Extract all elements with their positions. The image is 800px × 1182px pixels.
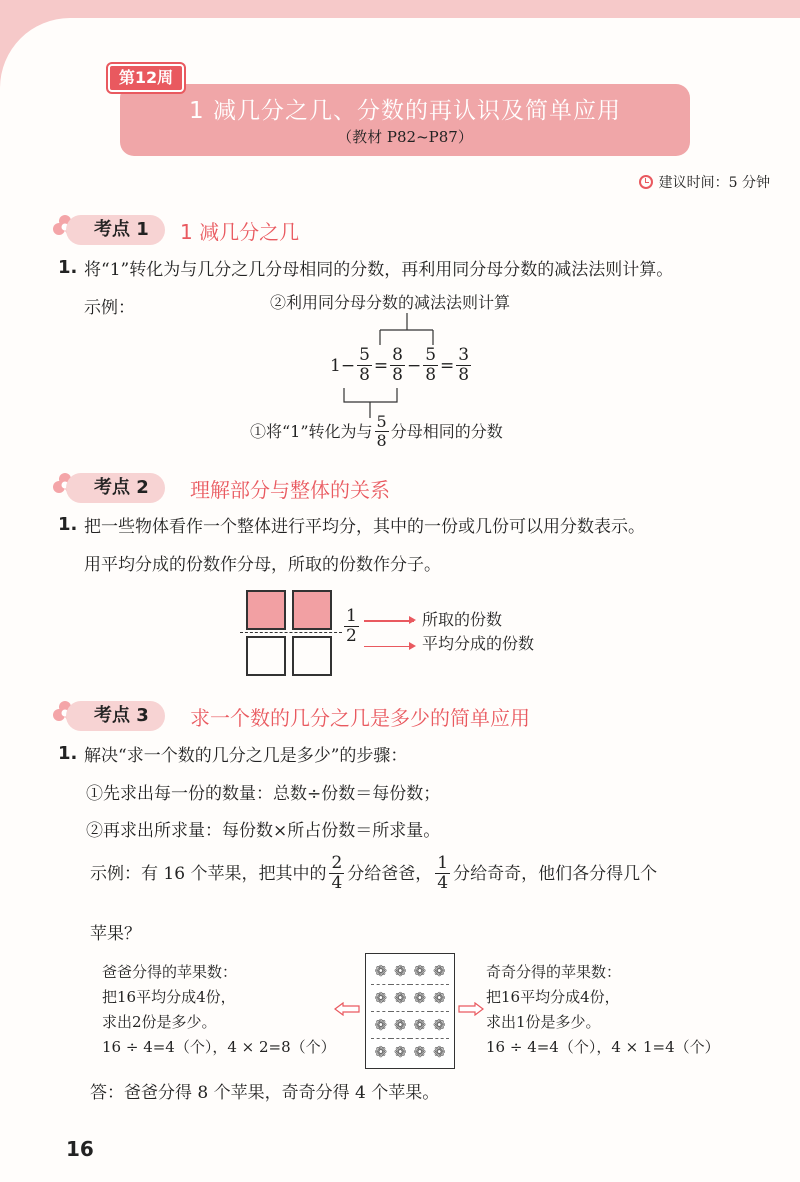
- item-number: 1.: [58, 257, 78, 278]
- apple-icon: ❁: [410, 1012, 430, 1039]
- eq-f3-den: 8: [425, 365, 437, 385]
- section1-text: 将“1”转化为与几分之几分母相同的分数，再利用同分母分数的减法法则计算。: [84, 260, 674, 280]
- eq-equals: =: [373, 355, 389, 376]
- note-top: ②利用同分母分数的减法法则计算: [270, 293, 511, 312]
- page-title: 1 减几分之几、分数的再认识及简单应用: [189, 98, 621, 124]
- apple-icon: ❁: [430, 985, 450, 1012]
- example-pre: 示例：有 16 个苹果，把其中的: [90, 863, 327, 884]
- qiqi-line: 求出1份是多少。: [486, 1013, 601, 1031]
- eq-f4-num: 3: [458, 345, 470, 365]
- example-f1-num: 2: [331, 853, 343, 873]
- empty-square: [246, 636, 286, 676]
- section-badge-3: 考点 3: [66, 701, 165, 731]
- page-subtitle: （教材 P82~P87）: [337, 128, 473, 146]
- note-frac-num: 5: [376, 412, 387, 431]
- apple-icon: ❁: [374, 1043, 388, 1061]
- section-badge-2: 考点 2: [66, 473, 165, 503]
- label-denominator: 平均分成的份数: [422, 634, 535, 653]
- eq-f2-den: 8: [392, 365, 403, 385]
- example-f2-den: 4: [437, 873, 449, 893]
- eq-minus: −: [406, 355, 422, 376]
- example-line: [90, 855, 657, 892]
- arrow-icon: [364, 646, 414, 648]
- eq-f3-num: 5: [425, 345, 437, 365]
- shaded-square: [246, 590, 286, 630]
- section-title-3: 求一个数的几分之几是多少的简单应用: [190, 706, 530, 730]
- apple-icon: ❁: [432, 1043, 446, 1061]
- shaded-square: [292, 590, 332, 630]
- section2-line2: 用平均分成的份数作分母，所取的份数作分子。: [84, 555, 441, 575]
- apple-icon: ❁: [391, 958, 411, 985]
- apple-grid: [365, 953, 455, 1069]
- item-number: 1.: [58, 514, 78, 535]
- left-arrow-icon: [334, 1002, 360, 1016]
- section3-intro: 解决“求一个数的几分之几是多少”的步骤：: [84, 746, 408, 766]
- arrow-icon: [364, 620, 414, 622]
- eq-f2-num: 8: [392, 345, 403, 365]
- apple-icon: ❁: [391, 1012, 411, 1039]
- apple-icon: ❁: [410, 958, 430, 985]
- page-number: 16: [66, 1137, 94, 1161]
- diagram-frac-den: 2: [346, 626, 357, 646]
- section-badge-1: 考点 1: [66, 215, 165, 245]
- qiqi-line: 把16平均分成4份，: [486, 988, 620, 1006]
- apple-icon: ❁: [393, 1043, 407, 1061]
- dad-line: 把16平均分成4份，: [102, 988, 236, 1006]
- eq-lead: 1−: [330, 355, 356, 376]
- apple-icon: ❁: [430, 958, 450, 985]
- apple-icon: ❁: [410, 985, 430, 1012]
- note-bottom-pre: ①将“1”转化为与: [250, 421, 373, 441]
- apple-icon: ❁: [391, 985, 411, 1012]
- dad-line: 16 ÷ 4=4（个），4 × 2=8（个）: [102, 1038, 336, 1056]
- qiqi-line: 奇奇分得的苹果数：: [486, 963, 622, 981]
- example-label: 示例：: [84, 298, 135, 318]
- eq-f1-num: 5: [359, 345, 370, 365]
- right-arrow-icon: [458, 1002, 484, 1016]
- item-number: 1.: [58, 743, 78, 764]
- example-line2: 苹果？: [90, 924, 141, 944]
- apple-icon: ❁: [430, 1012, 450, 1039]
- step-2: ②再求出所求量：每份数×所占份数＝所求量。: [86, 821, 441, 841]
- example-f1-den: 4: [331, 873, 343, 893]
- note-bottom: [250, 414, 503, 449]
- equation: [330, 347, 471, 384]
- dad-line: 求出2份是多少。: [102, 1013, 217, 1031]
- example-mid: 分给爸爸，: [347, 863, 433, 884]
- example-f2-num: 1: [437, 853, 449, 873]
- dad-block: [102, 960, 336, 1060]
- time-label: 建议时间：5 分钟: [658, 175, 770, 191]
- qiqi-block: [486, 960, 720, 1060]
- note-bottom-post: 分母相同的分数: [390, 421, 503, 441]
- eq-f4-den: 8: [458, 365, 470, 385]
- diagram-fraction: [344, 608, 359, 645]
- week-tag: 第12周: [108, 64, 184, 92]
- answer: 答：爸爸分得 8 个苹果，奇奇分得 4 个苹果。: [90, 1083, 440, 1103]
- step-1: ①先求出每一份的数量：总数÷份数＝每份数；: [86, 784, 441, 804]
- divider-line: [240, 632, 342, 633]
- apple-icon: ❁: [371, 1012, 391, 1039]
- section-title-1: 1 减几分之几: [180, 220, 300, 244]
- apple-icon: ❁: [371, 958, 391, 985]
- example-post: 分给奇奇，他们各分得几个: [453, 863, 658, 884]
- eq-f1-den: 8: [359, 365, 370, 385]
- empty-square: [292, 636, 332, 676]
- note-frac-den: 8: [376, 431, 387, 450]
- qiqi-line: 16 ÷ 4=4（个），4 × 1=4（个）: [486, 1038, 720, 1056]
- section2-line1: 把一些物体看作一个整体进行平均分，其中的一份或几份可以用分数表示。: [84, 517, 645, 537]
- label-numerator: 所取的份数: [422, 610, 503, 629]
- eq-equals: =: [440, 355, 455, 376]
- diagram-frac-num: 1: [346, 606, 357, 626]
- apple-icon: ❁: [413, 1043, 427, 1061]
- dad-line: 爸爸分得的苹果数：: [102, 963, 238, 981]
- apple-icon: ❁: [371, 985, 391, 1012]
- squares-diagram: [246, 590, 332, 676]
- section-title-2: 理解部分与整体的关系: [190, 478, 390, 502]
